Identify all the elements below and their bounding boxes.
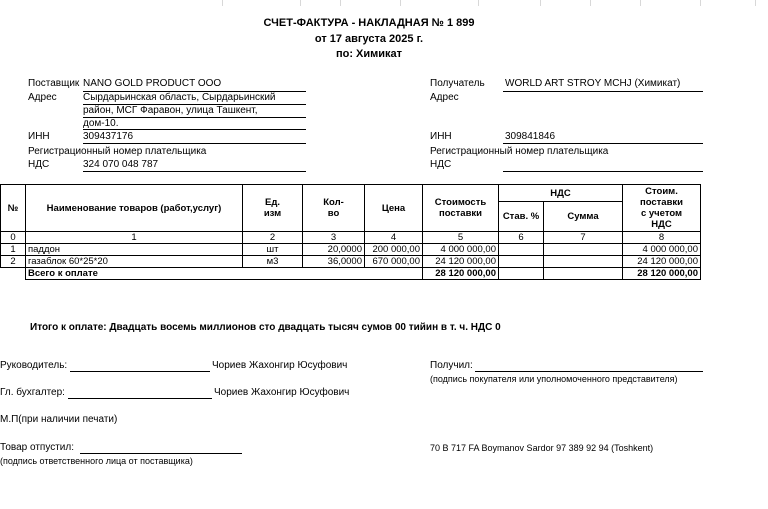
director-label: Руководитель: <box>0 360 68 371</box>
grid-tick <box>400 0 401 6</box>
colnum: 4 <box>365 232 423 244</box>
grid-tick <box>222 0 223 6</box>
table-header-row <box>1 185 701 202</box>
director-name: Чориев Жахонгир Юсуфович <box>212 360 348 371</box>
row-vat-sum <box>544 244 623 256</box>
header-vat: НДС <box>499 185 623 202</box>
document-subject: по: Химикат <box>335 48 403 60</box>
supplier-nds-underline <box>83 171 306 172</box>
row-qty: 36,0000 <box>303 256 365 268</box>
row-vat-sum <box>544 256 623 268</box>
received-note: (подпись покупателя или уполномоченного представителя) <box>430 374 678 384</box>
director-signature-line <box>70 371 210 372</box>
supplier-nds: 324 070 048 787 <box>83 159 159 170</box>
total-all: 28 120 000,00 <box>623 268 701 280</box>
total-cost: 28 120 000,00 <box>423 268 499 280</box>
total-label: Всего к оплате <box>26 268 423 280</box>
row-unit: м3 <box>243 256 303 268</box>
row-price: 200 000,00 <box>365 244 423 256</box>
recipient-inn: 309841846 <box>505 131 556 142</box>
row-rate <box>499 244 544 256</box>
header-unit: Ед. изм <box>243 185 303 232</box>
header-num: № <box>1 185 26 232</box>
header-vat-sum: Сумма <box>544 202 623 232</box>
released-note: (подпись ответственного лица от поставщика) <box>0 456 193 466</box>
header-vat-rate: Став. % <box>499 202 544 232</box>
invoice-table <box>0 184 701 280</box>
row-total: 4 000 000,00 <box>623 244 701 256</box>
grid-tick <box>540 0 541 6</box>
colnum: 7 <box>544 232 623 244</box>
accountant-name: Чориев Жахонгир Юсуфович <box>214 387 350 398</box>
supplier-address-underline <box>83 129 306 130</box>
grid-tick <box>340 0 341 6</box>
received-signature-line <box>475 371 703 372</box>
grid-tick <box>755 0 756 6</box>
accountant-label: Гл. бухгалтер: <box>0 387 65 398</box>
colnum: 1 <box>26 232 243 244</box>
total-vat-sum <box>544 268 623 280</box>
supplier-reg-label: Регистрационный номер плательщика <box>28 146 207 157</box>
colnum: 5 <box>423 232 499 244</box>
vehicle-info: 70 B 717 FA Boymanov Sardor 97 389 92 94 (Toshkent) <box>430 443 654 453</box>
colnum: 0 <box>1 232 26 244</box>
supplier-inn-underline <box>83 143 306 144</box>
grid-tick <box>300 0 301 6</box>
released-signature-line <box>80 453 242 454</box>
stamp-note: М.П(при наличии печати) <box>0 414 118 425</box>
colnum: 8 <box>623 232 701 244</box>
colnum: 3 <box>303 232 365 244</box>
row-num: 2 <box>1 256 26 268</box>
header-total: Стоим. поставки с учетом НДС <box>623 185 701 232</box>
table-row <box>1 244 701 256</box>
received-label: Получил: <box>430 360 473 371</box>
recipient-nds-underline <box>503 171 703 172</box>
row-cost: 24 120 000,00 <box>423 256 499 268</box>
recipient-nds-label: НДС <box>430 159 452 170</box>
header-price: Цена <box>365 185 423 232</box>
row-cost: 4 000 000,00 <box>423 244 499 256</box>
supplier-address-line2: район, МСГ Фаравон, улица Ташкент, <box>83 105 258 116</box>
recipient-name: WORLD ART STROY MCHJ (Химикат) <box>505 78 681 89</box>
header-cost: Стоимость поставки <box>423 185 499 232</box>
supplier-name: NANO GOLD PRODUCT OOO <box>83 78 222 89</box>
row-qty: 20,0000 <box>303 244 365 256</box>
header-qty: Кол- во <box>303 185 365 232</box>
supplier-label: Поставщик <box>28 78 80 89</box>
recipient-address-label: Адрес <box>430 92 459 103</box>
supplier-inn-label: ИНН <box>28 131 50 142</box>
supplier-address-line1: Сырдарьинская область, Сырдарьинский <box>83 92 276 103</box>
supplier-address-line3: дом-10. <box>83 118 119 129</box>
grid-tick <box>590 0 591 6</box>
row-rate <box>499 256 544 268</box>
grid-tick <box>700 0 701 6</box>
table-row <box>1 256 701 268</box>
released-label: Товар отпустил: <box>0 442 74 453</box>
grid-tick <box>478 0 479 6</box>
row-name: газаблок 60*25*20 <box>26 256 243 268</box>
recipient-reg-label: Регистрационный номер плательщика <box>430 146 609 157</box>
grid-tick <box>640 0 641 6</box>
accountant-signature-line <box>68 398 212 399</box>
row-name: паддон <box>26 244 243 256</box>
recipient-name-underline <box>503 91 703 92</box>
total-in-words: Итого к оплате: Двадцать восемь миллионов сто двадцать тысяч сумов 00 тийин в т. ч. НДС 0 <box>30 322 501 333</box>
supplier-address-label: Адрес <box>28 92 57 103</box>
recipient-label: Получатель <box>430 78 485 89</box>
total-empty <box>1 268 26 280</box>
colnum: 2 <box>243 232 303 244</box>
table-total-row <box>1 268 701 280</box>
row-price: 670 000,00 <box>365 256 423 268</box>
document-title: СЧЕТ-ФАКТУРА - НАКЛАДНАЯ № 1 899 <box>263 17 475 29</box>
column-number-row <box>1 232 701 244</box>
recipient-inn-label: ИНН <box>430 131 452 142</box>
recipient-inn-underline <box>503 143 703 144</box>
document-date: от 17 августа 2025 г. <box>314 33 424 45</box>
header-name: Наименование товаров (работ,услуг) <box>26 185 243 232</box>
row-unit: шт <box>243 244 303 256</box>
supplier-inn: 309437176 <box>83 131 134 142</box>
total-vat-rate <box>499 268 544 280</box>
supplier-nds-label: НДС <box>28 159 50 170</box>
row-total: 24 120 000,00 <box>623 256 701 268</box>
colnum: 6 <box>499 232 544 244</box>
row-num: 1 <box>1 244 26 256</box>
